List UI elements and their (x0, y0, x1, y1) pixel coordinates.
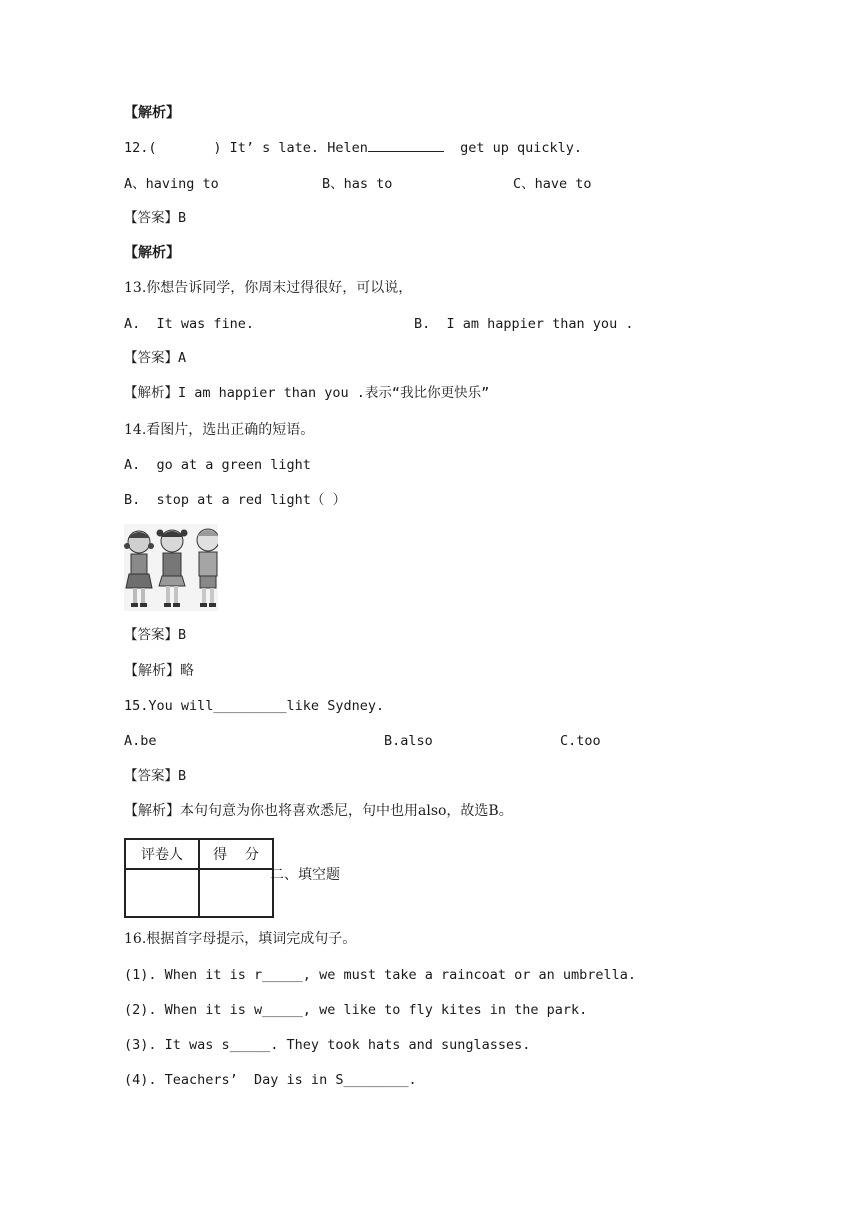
q12-stem-end: get up quickly. (443, 140, 583, 156)
reviewer-cell (125, 869, 199, 917)
q15-answer: 【答案】B (124, 768, 187, 784)
q11-analysis: 【解析】 (124, 105, 180, 121)
q15-analysis: 【解析】本句句意为你也将喜欢悉尼，句中也用also，故选B。 (124, 803, 513, 819)
q13-stem: 13.你想告诉同学，你周末过得很好，可以说， (124, 280, 413, 296)
q15-option-b: B.also (384, 733, 433, 749)
score-cell (199, 869, 273, 917)
q16-item: (1). When it is r_____, we must take a raincoat or an umbrella. (124, 967, 637, 983)
score-table (124, 838, 274, 918)
q15-option-c: C.too (560, 733, 601, 749)
q12-stem-start: 12.( ) It’ s late. Helen (124, 140, 368, 156)
q12-answer: 【答案】B (124, 210, 187, 226)
score-header: 得 分 (199, 839, 273, 869)
section-title: 二、填空题 (270, 867, 340, 883)
q13-option-b: B. I am happier than you . (414, 316, 634, 332)
q16-item: (2). When it is w_____, we like to fly kites in the park. (124, 1002, 588, 1018)
children-illustration (124, 524, 218, 611)
q16-item: (4). Teachers’ Day is in S________. (124, 1072, 417, 1088)
q15-option-a: A.be (124, 733, 157, 749)
q14-option-a: A. go at a green light (124, 457, 311, 473)
q15-stem: 15.You will_________like Sydney. (124, 698, 385, 714)
q12-option-c: C、have to (513, 176, 592, 192)
q13-answer: 【答案】A (124, 350, 187, 366)
q12-option-a: A、having to (124, 176, 219, 192)
q16-item: (3). It was s_____. They took hats and sunglasses. (124, 1037, 531, 1053)
q13-option-a: A. It was fine. (124, 316, 255, 332)
q12-stem (124, 139, 582, 157)
q14-answer: 【答案】B (124, 627, 187, 643)
q13-analysis: 【解析】I am happier than you .表示“我比你更快乐” (124, 385, 490, 401)
q14-stem: 14.看图片，选出正确的短语。 (124, 422, 315, 438)
q12-option-b: B、has to (322, 176, 393, 192)
q12-analysis: 【解析】 (124, 245, 180, 261)
q14-option-b: B. stop at a red light（ ） (124, 492, 347, 508)
answer-blank (368, 139, 444, 152)
q16-stem: 16.根据首字母提示，填词完成句子。 (124, 931, 357, 947)
reviewer-header: 评卷人 (125, 839, 199, 869)
q14-analysis: 【解析】略 (124, 663, 194, 679)
